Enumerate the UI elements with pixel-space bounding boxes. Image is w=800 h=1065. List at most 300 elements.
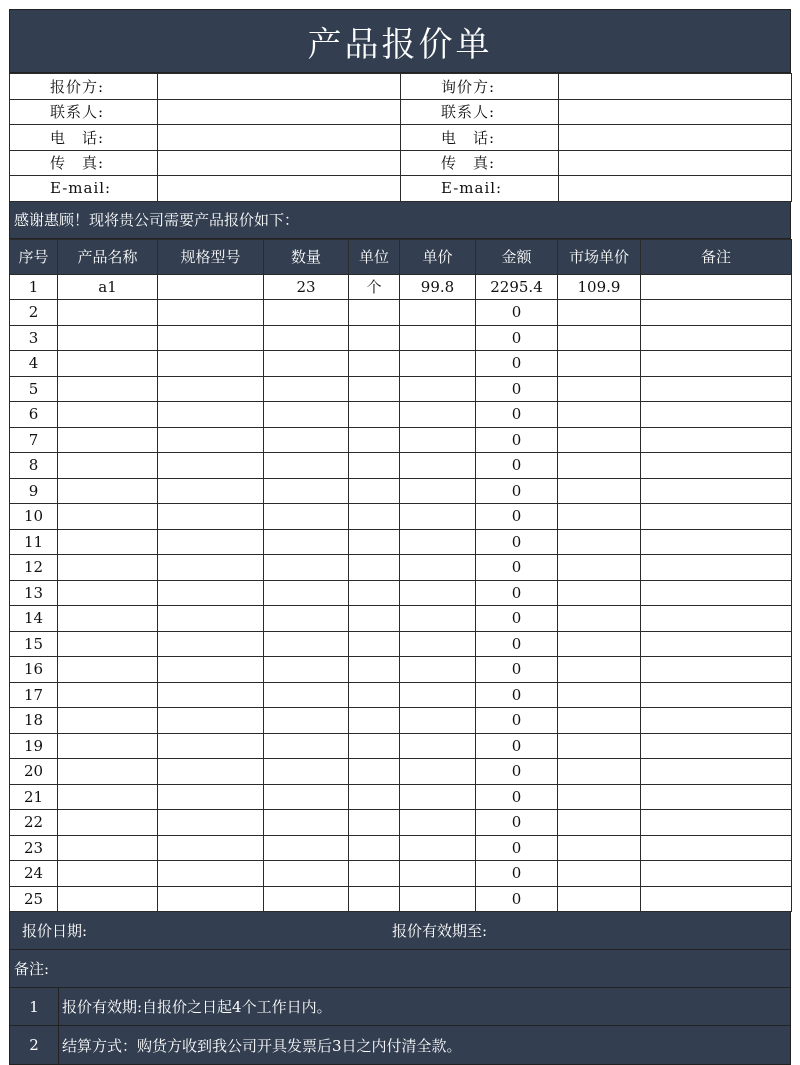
fax-label: 传 真: — [401, 150, 559, 176]
cell-seq[interactable]: 13 — [10, 580, 58, 606]
cell-quantity[interactable] — [264, 478, 349, 504]
cell-seq[interactable]: 9 — [10, 478, 58, 504]
cell-unit-price[interactable] — [400, 657, 476, 683]
table-row — [10, 886, 792, 912]
table-row — [10, 631, 792, 657]
table-row — [10, 682, 792, 708]
cell-market-price[interactable] — [558, 300, 641, 326]
cell-unit[interactable] — [349, 478, 400, 504]
cell-remark[interactable] — [641, 478, 792, 504]
cell-unit[interactable] — [349, 759, 400, 785]
page-title: 产品报价单 — [9, 9, 791, 73]
cell-unit[interactable] — [349, 300, 400, 326]
quote-date-label: 报价日期: — [22, 922, 88, 940]
cell-remark[interactable] — [641, 606, 792, 632]
cell-unit[interactable] — [349, 606, 400, 632]
cell-unit[interactable] — [349, 325, 400, 351]
cell-amount[interactable]: 0 — [476, 555, 558, 581]
table-row — [10, 325, 792, 351]
cell-product-name[interactable] — [58, 504, 158, 530]
cell-remark[interactable] — [641, 504, 792, 530]
cell-unit[interactable] — [349, 402, 400, 428]
cell-unit[interactable] — [349, 351, 400, 377]
cell-remark[interactable] — [641, 274, 792, 300]
cell-quantity[interactable] — [264, 555, 349, 581]
valid-until-label: 报价有效期至: — [392, 922, 488, 940]
cell-market-price[interactable] — [558, 555, 641, 581]
cell-spec-model[interactable] — [158, 784, 264, 810]
cell-unit-price[interactable] — [400, 606, 476, 632]
table-body — [10, 274, 792, 912]
cell-spec-model[interactable] — [158, 529, 264, 555]
cell-unit-price[interactable] — [400, 376, 476, 402]
cell-unit[interactable] — [349, 861, 400, 887]
table-row — [10, 861, 792, 887]
cell-unit-price[interactable] — [400, 555, 476, 581]
cell-unit-price[interactable] — [400, 325, 476, 351]
cell-seq[interactable]: 19 — [10, 733, 58, 759]
contact-info-table — [9, 73, 792, 202]
cell-unit-price[interactable] — [400, 402, 476, 428]
cell-market-price[interactable] — [558, 351, 641, 377]
cell-amount[interactable]: 0 — [476, 708, 558, 734]
cell-market-price[interactable] — [558, 631, 641, 657]
cell-seq[interactable]: 20 — [10, 759, 58, 785]
cell-seq[interactable]: 23 — [10, 835, 58, 861]
cell-product-name[interactable] — [58, 861, 158, 887]
column-header-seq: 序号 — [10, 239, 58, 274]
table-row — [10, 810, 792, 836]
cell-quantity[interactable] — [264, 835, 349, 861]
cell-amount[interactable]: 0 — [476, 529, 558, 555]
cell-spec-model[interactable] — [158, 810, 264, 836]
cell-spec-model[interactable] — [158, 555, 264, 581]
items-table — [9, 239, 792, 913]
cell-market-price[interactable] — [558, 580, 641, 606]
info-row — [10, 176, 792, 202]
cell-market-price[interactable] — [558, 504, 641, 530]
cell-amount[interactable]: 0 — [476, 759, 558, 785]
cell-quantity[interactable] — [264, 657, 349, 683]
cell-product-name[interactable] — [58, 759, 158, 785]
cell-unit-price[interactable] — [400, 733, 476, 759]
cell-seq[interactable]: 11 — [10, 529, 58, 555]
cell-product-name[interactable] — [58, 580, 158, 606]
cell-quantity[interactable] — [264, 886, 349, 912]
cell-remark[interactable] — [641, 810, 792, 836]
table-row — [10, 555, 792, 581]
cell-product-name[interactable] — [58, 555, 158, 581]
cell-unit-price[interactable] — [400, 835, 476, 861]
column-header-quantity: 数量 — [264, 239, 349, 274]
cell-remark[interactable] — [641, 580, 792, 606]
cell-spec-model[interactable] — [158, 453, 264, 479]
cell-quantity[interactable] — [264, 300, 349, 326]
cell-amount[interactable]: 0 — [476, 631, 558, 657]
cell-product-name[interactable] — [58, 402, 158, 428]
email-field[interactable] — [158, 176, 401, 202]
cell-quantity[interactable] — [264, 631, 349, 657]
cell-remark[interactable] — [641, 861, 792, 887]
table-row — [10, 274, 792, 300]
notes-label: 备注: — [10, 950, 790, 988]
cell-remark[interactable] — [641, 300, 792, 326]
footer-section — [9, 912, 791, 1065]
email-label: E-mail: — [10, 176, 158, 202]
table-row — [10, 351, 792, 377]
cell-unit[interactable] — [349, 886, 400, 912]
cell-product-name[interactable] — [58, 784, 158, 810]
table-row — [10, 504, 792, 530]
cell-product-name[interactable] — [58, 682, 158, 708]
cell-remark[interactable] — [641, 529, 792, 555]
table-row — [10, 453, 792, 479]
cell-market-price[interactable] — [558, 453, 641, 479]
contact-label: 联系人: — [401, 99, 559, 125]
cell-amount[interactable]: 0 — [476, 453, 558, 479]
cell-unit-price[interactable] — [400, 478, 476, 504]
cell-spec-model[interactable] — [158, 580, 264, 606]
cell-quantity[interactable] — [264, 733, 349, 759]
column-header-remark: 备注 — [641, 239, 792, 274]
cell-remark[interactable] — [641, 631, 792, 657]
cell-quantity[interactable]: 23 — [264, 274, 349, 300]
cell-seq[interactable]: 18 — [10, 708, 58, 734]
cell-product-name[interactable] — [58, 453, 158, 479]
cell-market-price[interactable] — [558, 810, 641, 836]
cell-spec-model[interactable] — [158, 300, 264, 326]
cell-unit[interactable] — [349, 580, 400, 606]
cell-amount[interactable]: 0 — [476, 427, 558, 453]
cell-unit[interactable] — [349, 810, 400, 836]
table-row — [10, 733, 792, 759]
cell-seq[interactable]: 17 — [10, 682, 58, 708]
fax-field[interactable] — [559, 150, 792, 176]
cell-spec-model[interactable] — [158, 886, 264, 912]
email-label: E-mail: — [401, 176, 559, 202]
cell-unit[interactable] — [349, 529, 400, 555]
contact-field[interactable] — [158, 99, 401, 125]
date-row — [10, 912, 790, 950]
cell-spec-model[interactable] — [158, 708, 264, 734]
cell-quantity[interactable] — [264, 580, 349, 606]
cell-quantity[interactable] — [264, 682, 349, 708]
cell-product-name[interactable] — [58, 376, 158, 402]
cell-seq[interactable]: 16 — [10, 657, 58, 683]
cell-market-price[interactable] — [558, 657, 641, 683]
note-text: 报价有效期:自报价之日起4个工作日内。 — [62, 998, 332, 1016]
cell-remark[interactable] — [641, 708, 792, 734]
cell-remark[interactable] — [641, 555, 792, 581]
thanks-message: 感谢惠顾！现将贵公司需要产品报价如下： — [9, 202, 791, 239]
cell-amount[interactable]: 0 — [476, 810, 558, 836]
note-number: 1 — [10, 988, 59, 1025]
cell-market-price[interactable] — [558, 835, 641, 861]
cell-quantity[interactable] — [264, 529, 349, 555]
cell-seq[interactable]: 5 — [10, 376, 58, 402]
cell-seq[interactable]: 7 — [10, 427, 58, 453]
cell-unit[interactable] — [349, 631, 400, 657]
info-row — [10, 150, 792, 176]
column-header-market-price: 市场单价 — [558, 239, 641, 274]
cell-amount[interactable]: 0 — [476, 478, 558, 504]
cell-unit-price[interactable] — [400, 759, 476, 785]
table-row — [10, 427, 792, 453]
cell-seq[interactable]: 21 — [10, 784, 58, 810]
cell-unit-price[interactable] — [400, 453, 476, 479]
cell-unit[interactable] — [349, 376, 400, 402]
cell-quantity[interactable] — [264, 784, 349, 810]
table-header-row — [10, 239, 792, 274]
cell-product-name[interactable] — [58, 606, 158, 632]
cell-spec-model[interactable] — [158, 759, 264, 785]
cell-remark[interactable] — [641, 351, 792, 377]
cell-amount[interactable]: 0 — [476, 657, 558, 683]
cell-seq[interactable]: 14 — [10, 606, 58, 632]
cell-unit[interactable] — [349, 784, 400, 810]
cell-amount[interactable]: 0 — [476, 402, 558, 428]
cell-spec-model[interactable] — [158, 274, 264, 300]
cell-spec-model[interactable] — [158, 682, 264, 708]
table-row — [10, 402, 792, 428]
cell-seq[interactable]: 24 — [10, 861, 58, 887]
cell-remark[interactable] — [641, 657, 792, 683]
column-header-unit: 单位 — [349, 239, 400, 274]
cell-product-name[interactable] — [58, 657, 158, 683]
cell-product-name[interactable] — [58, 351, 158, 377]
cell-unit-price[interactable] — [400, 300, 476, 326]
inquirer-field[interactable] — [559, 74, 792, 100]
info-row — [10, 74, 792, 100]
cell-quantity[interactable] — [264, 606, 349, 632]
cell-amount[interactable]: 0 — [476, 886, 558, 912]
cell-unit-price[interactable] — [400, 631, 476, 657]
contact-field[interactable] — [559, 99, 792, 125]
cell-amount[interactable]: 0 — [476, 682, 558, 708]
table-row — [10, 300, 792, 326]
table-row — [10, 606, 792, 632]
cell-seq[interactable]: 1 — [10, 274, 58, 300]
cell-market-price[interactable] — [558, 402, 641, 428]
fax-label: 传 真: — [10, 150, 158, 176]
cell-quantity[interactable] — [264, 402, 349, 428]
cell-product-name[interactable] — [58, 733, 158, 759]
table-row — [10, 478, 792, 504]
phone-label: 电 话: — [401, 125, 559, 151]
cell-product-name[interactable] — [58, 300, 158, 326]
cell-unit[interactable]: 个 — [349, 274, 400, 300]
cell-unit-price[interactable] — [400, 580, 476, 606]
cell-amount[interactable]: 0 — [476, 784, 558, 810]
cell-seq[interactable]: 25 — [10, 886, 58, 912]
cell-unit[interactable] — [349, 504, 400, 530]
cell-spec-model[interactable] — [158, 504, 264, 530]
table-row — [10, 835, 792, 861]
cell-product-name[interactable] — [58, 886, 158, 912]
cell-seq[interactable]: 10 — [10, 504, 58, 530]
cell-unit-price[interactable] — [400, 682, 476, 708]
cell-spec-model[interactable] — [158, 733, 264, 759]
inquirer-label: 询价方: — [401, 74, 559, 100]
column-header-amount: 金额 — [476, 239, 558, 274]
cell-quantity[interactable] — [264, 759, 349, 785]
cell-market-price[interactable] — [558, 784, 641, 810]
column-header-product-name: 产品名称 — [58, 239, 158, 274]
cell-market-price[interactable] — [558, 325, 641, 351]
cell-quantity[interactable] — [264, 351, 349, 377]
note-text: 结算方式：购货方收到我公司开具发票后3日之内付清全款。 — [62, 1036, 462, 1055]
cell-amount[interactable]: 0 — [476, 300, 558, 326]
cell-unit-price[interactable] — [400, 784, 476, 810]
cell-unit-price[interactable] — [400, 708, 476, 734]
cell-quantity[interactable] — [264, 708, 349, 734]
cell-remark[interactable] — [641, 427, 792, 453]
cell-amount[interactable]: 0 — [476, 861, 558, 887]
cell-spec-model[interactable] — [158, 606, 264, 632]
cell-amount[interactable]: 0 — [476, 504, 558, 530]
cell-seq[interactable]: 12 — [10, 555, 58, 581]
cell-market-price[interactable] — [558, 682, 641, 708]
cell-unit[interactable] — [349, 427, 400, 453]
contact-label: 联系人: — [10, 99, 158, 125]
cell-quantity[interactable] — [264, 376, 349, 402]
cell-market-price[interactable] — [558, 861, 641, 887]
note-row — [10, 988, 790, 1026]
cell-market-price[interactable]: 109.9 — [558, 274, 641, 300]
cell-seq[interactable]: 8 — [10, 453, 58, 479]
cell-spec-model[interactable] — [158, 351, 264, 377]
cell-unit-price[interactable] — [400, 886, 476, 912]
cell-market-price[interactable] — [558, 886, 641, 912]
cell-amount[interactable]: 0 — [476, 580, 558, 606]
cell-product-name[interactable] — [58, 427, 158, 453]
cell-product-name[interactable] — [58, 325, 158, 351]
cell-unit[interactable] — [349, 657, 400, 683]
cell-remark[interactable] — [641, 682, 792, 708]
cell-unit[interactable] — [349, 835, 400, 861]
quoter-field[interactable] — [158, 74, 401, 100]
cell-unit[interactable] — [349, 555, 400, 581]
cell-product-name[interactable] — [58, 631, 158, 657]
cell-spec-model[interactable] — [158, 402, 264, 428]
cell-amount[interactable]: 0 — [476, 325, 558, 351]
cell-amount[interactable]: 0 — [476, 733, 558, 759]
cell-market-price[interactable] — [558, 708, 641, 734]
cell-quantity[interactable] — [264, 861, 349, 887]
cell-spec-model[interactable] — [158, 376, 264, 402]
cell-unit[interactable] — [349, 708, 400, 734]
cell-seq[interactable]: 4 — [10, 351, 58, 377]
cell-unit-price[interactable] — [400, 351, 476, 377]
info-row — [10, 99, 792, 125]
cell-unit-price[interactable]: 99.8 — [400, 274, 476, 300]
cell-quantity[interactable] — [264, 810, 349, 836]
fax-field[interactable] — [158, 150, 401, 176]
cell-product-name[interactable] — [58, 529, 158, 555]
cell-remark[interactable] — [641, 402, 792, 428]
table-row — [10, 657, 792, 683]
phone-field[interactable] — [158, 125, 401, 151]
cell-spec-model[interactable] — [158, 325, 264, 351]
cell-quantity[interactable] — [264, 325, 349, 351]
cell-unit-price[interactable] — [400, 861, 476, 887]
cell-unit-price[interactable] — [400, 504, 476, 530]
cell-remark[interactable] — [641, 835, 792, 861]
cell-remark[interactable] — [641, 453, 792, 479]
cell-spec-model[interactable] — [158, 631, 264, 657]
cell-product-name[interactable] — [58, 478, 158, 504]
table-row — [10, 784, 792, 810]
info-row — [10, 125, 792, 151]
cell-market-price[interactable] — [558, 529, 641, 555]
cell-spec-model[interactable] — [158, 835, 264, 861]
cell-remark[interactable] — [641, 325, 792, 351]
cell-product-name[interactable] — [58, 835, 158, 861]
cell-remark[interactable] — [641, 784, 792, 810]
cell-remark[interactable] — [641, 759, 792, 785]
cell-seq[interactable]: 22 — [10, 810, 58, 836]
column-header-spec-model: 规格型号 — [158, 239, 264, 274]
table-row — [10, 376, 792, 402]
phone-field[interactable] — [559, 125, 792, 151]
note-row — [10, 1026, 790, 1064]
cell-market-price[interactable] — [558, 427, 641, 453]
cell-spec-model[interactable] — [158, 427, 264, 453]
cell-quantity[interactable] — [264, 453, 349, 479]
cell-market-price[interactable] — [558, 606, 641, 632]
table-row — [10, 529, 792, 555]
cell-seq[interactable]: 3 — [10, 325, 58, 351]
email-field[interactable] — [559, 176, 792, 202]
cell-amount[interactable]: 0 — [476, 835, 558, 861]
cell-product-name[interactable]: a1 — [58, 274, 158, 300]
cell-quantity[interactable] — [264, 427, 349, 453]
cell-unit[interactable] — [349, 453, 400, 479]
cell-unit[interactable] — [349, 733, 400, 759]
cell-market-price[interactable] — [558, 478, 641, 504]
cell-unit[interactable] — [349, 682, 400, 708]
column-header-unit-price: 单价 — [400, 239, 476, 274]
cell-remark[interactable] — [641, 886, 792, 912]
note-number: 2 — [10, 1026, 59, 1064]
cell-amount[interactable]: 0 — [476, 351, 558, 377]
table-row — [10, 708, 792, 734]
cell-quantity[interactable] — [264, 504, 349, 530]
cell-seq[interactable]: 6 — [10, 402, 58, 428]
cell-spec-model[interactable] — [158, 861, 264, 887]
cell-market-price[interactable] — [558, 759, 641, 785]
cell-unit-price[interactable] — [400, 529, 476, 555]
cell-market-price[interactable] — [558, 733, 641, 759]
quoter-label: 报价方: — [10, 74, 158, 100]
cell-unit-price[interactable] — [400, 427, 476, 453]
cell-seq[interactable]: 2 — [10, 300, 58, 326]
cell-seq[interactable]: 15 — [10, 631, 58, 657]
cell-amount[interactable]: 0 — [476, 376, 558, 402]
cell-product-name[interactable] — [58, 708, 158, 734]
cell-market-price[interactable] — [558, 376, 641, 402]
cell-remark[interactable] — [641, 733, 792, 759]
table-row — [10, 759, 792, 785]
cell-product-name[interactable] — [58, 810, 158, 836]
cell-amount[interactable]: 0 — [476, 606, 558, 632]
cell-amount[interactable]: 2295.4 — [476, 274, 558, 300]
table-row — [10, 580, 792, 606]
cell-spec-model[interactable] — [158, 657, 264, 683]
cell-remark[interactable] — [641, 376, 792, 402]
cell-unit-price[interactable] — [400, 810, 476, 836]
cell-spec-model[interactable] — [158, 478, 264, 504]
